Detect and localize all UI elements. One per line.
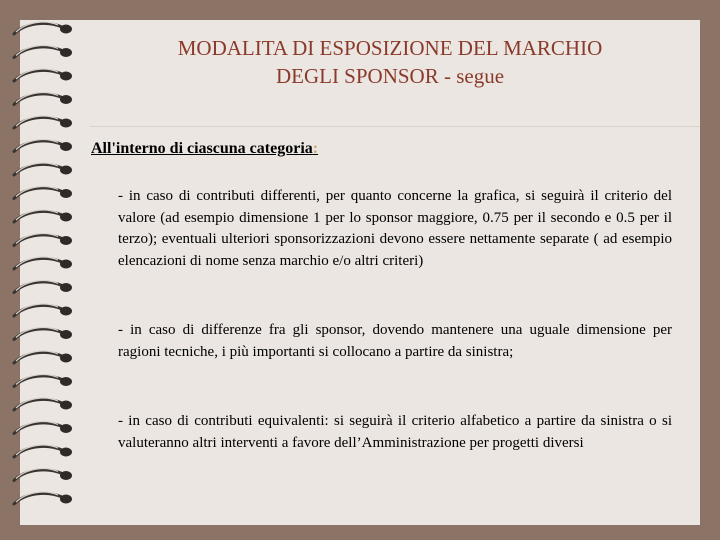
category-subheading bbox=[91, 140, 318, 158]
binding-ring bbox=[14, 328, 72, 340]
title-line-1: MODALITA DI ESPOSIZIONE DEL MARCHIO bbox=[177, 36, 603, 60]
binding-ring bbox=[14, 116, 72, 128]
binding-ring bbox=[14, 422, 72, 434]
binding-ring bbox=[14, 210, 72, 222]
binding-ring bbox=[14, 140, 72, 152]
binding-ring bbox=[14, 375, 72, 387]
binding-ring bbox=[14, 445, 72, 457]
binding-ring bbox=[14, 492, 72, 504]
binding-ring bbox=[14, 22, 72, 34]
binding-ring bbox=[14, 398, 72, 410]
binding-ring bbox=[14, 304, 72, 316]
divider bbox=[90, 126, 700, 127]
paragraph-equivalent-contributions: - in caso di contributi equivalenti: si seguirà il criterio alfabetico a partire da sinistra o si valuteranno altri interventi a favore dell’Amministrazione per progetti diversi bbox=[118, 413, 672, 451]
binding-ring bbox=[14, 234, 72, 246]
binding-ring bbox=[14, 46, 72, 58]
title-line-2: DEGLI SPONSOR - segue bbox=[275, 64, 505, 88]
subheading-text: All'interno di ciascuna categoria bbox=[91, 140, 313, 157]
binding-ring bbox=[14, 281, 72, 293]
spiral-binding-icon bbox=[0, 0, 82, 540]
subheading-colon: : bbox=[312, 140, 319, 157]
binding-ring bbox=[14, 163, 72, 175]
paragraph-different-contributions: - in caso di contributi differenti, per quanto concerne la grafica, si seguirà il criterio del valore (ad esempio dimensione 1 per lo sponsor maggiore, 0.75 per il secondo e 0.5 per il terzo); eventuali ulteriori sponsorizzazioni devono essere nettamente separate ( ad esempio elencazioni di nome senza marchio e/o altri criteri) bbox=[118, 188, 672, 269]
binding-ring bbox=[14, 351, 72, 363]
binding-ring bbox=[14, 187, 72, 199]
binding-ring bbox=[14, 69, 72, 81]
binding-ring bbox=[14, 469, 72, 481]
paragraph-sponsor-differences: - in caso di differenze fra gli sponsor, dovendo mantenere una uguale dimensione per ragioni tecniche, i più importanti si collocano a partire da sinistra; bbox=[118, 322, 672, 360]
binding-ring bbox=[14, 257, 72, 269]
binding-ring bbox=[14, 93, 72, 105]
slide-title bbox=[95, 34, 685, 90]
